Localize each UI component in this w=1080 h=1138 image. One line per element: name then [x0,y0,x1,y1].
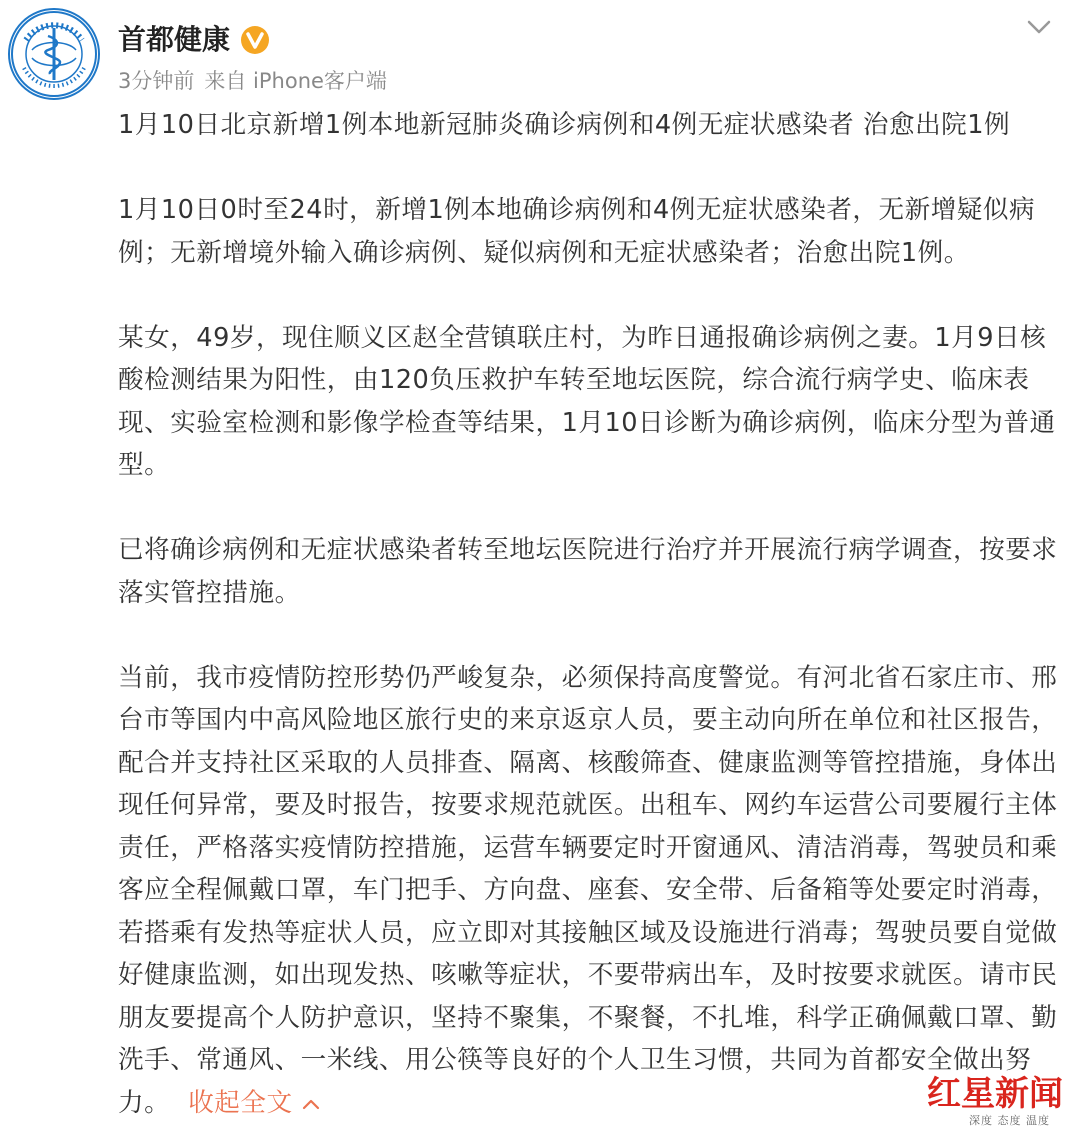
post-title: 1月10日北京新增1例本地新冠肺炎确诊病例和4例无症状感染者 治愈出院1例 [118,110,1011,140]
account-name-row[interactable] [118,20,270,60]
post-header [0,0,1080,110]
collapse-button[interactable] [188,1088,320,1118]
health-commission-logo-icon [10,10,98,98]
watermark [927,1074,1072,1132]
post-source[interactable]: 来自 iPhone客户端 [204,69,387,93]
collapse-label[interactable]: 收起全文 [188,1087,293,1118]
post-time: 3分钟前 [118,69,195,93]
post-paragraph-4 [118,657,1058,1125]
post-paragraph-2: 某女，49岁，现住顺义区赵全营镇联庄村，为昨日通报确诊病例之妻。1月9日核酸检测结果为阳性，由120负压救护车转至地坛医院，综合流行病学史、临床表现、实验室检测和影像学检查等结果，1月10日诊断为确诊病例，临床分型为普通型。 [118,322,1056,480]
chevron-down-icon[interactable] [1024,12,1054,42]
verified-v-icon [240,25,270,55]
watermark-slogan: 深度 态度 温度 [969,1114,1050,1127]
chevron-up-icon[interactable] [301,1097,321,1111]
post-paragraph-1: 1月10日0时至24时，新增1例本地确诊病例和4例无症状感染者，无新增疑似病例；无新增境外输入确诊病例、疑似病例和无症状感染者；治愈出院1例。 [118,195,1036,268]
post-meta [118,66,397,96]
post-paragraph-3: 已将确诊病例和无症状感染者转至地坛医院进行治疗并开展流行病学调查，按要求落实管控措施。 [118,535,1058,608]
post-paragraph-4-text: 当前，我市疫情防控形势仍严峻复杂，必须保持高度警觉。有河北省石家庄市、邢台市等国内中高风险地区旅行史的来京返京人员，要主动向所在单位和社区报告，配合并支持社区采取的人员排查、隔离、核酸筛查、健康监测等管控措施，身体出现任何异常，要及时报告，按要求规范就医。出租车、网约车运营公司要履行主体责任，严格落实疫情防控措施，运营车辆要定时开窗通风、清洁消毒，驾驶员和乘客应全程佩戴口罩，车门把手、方向盘、座套、安全带、后备箱等处要定时消毒，若搭乘有发热等症状人员，应立即对其接触区域及设施进行消毒；驾驶员要自觉做好健康监测，如出现发热、咳嗽等症状，不要带病出车，及时按要求就医。请市民朋友要提高个人防护意识，坚持不聚集，不聚餐，不扎堆，科学正确佩戴口罩、勤洗手、常通风、一米线、用公筷等良好的个人卫生习惯，共同为首都安全做出努力。 [118,662,1058,1118]
watermark-logo: 红星新闻 [927,1074,1063,1114]
account-name[interactable]: 首都健康 [118,23,231,56]
avatar[interactable] [8,8,100,100]
post-body [118,104,1058,1124]
